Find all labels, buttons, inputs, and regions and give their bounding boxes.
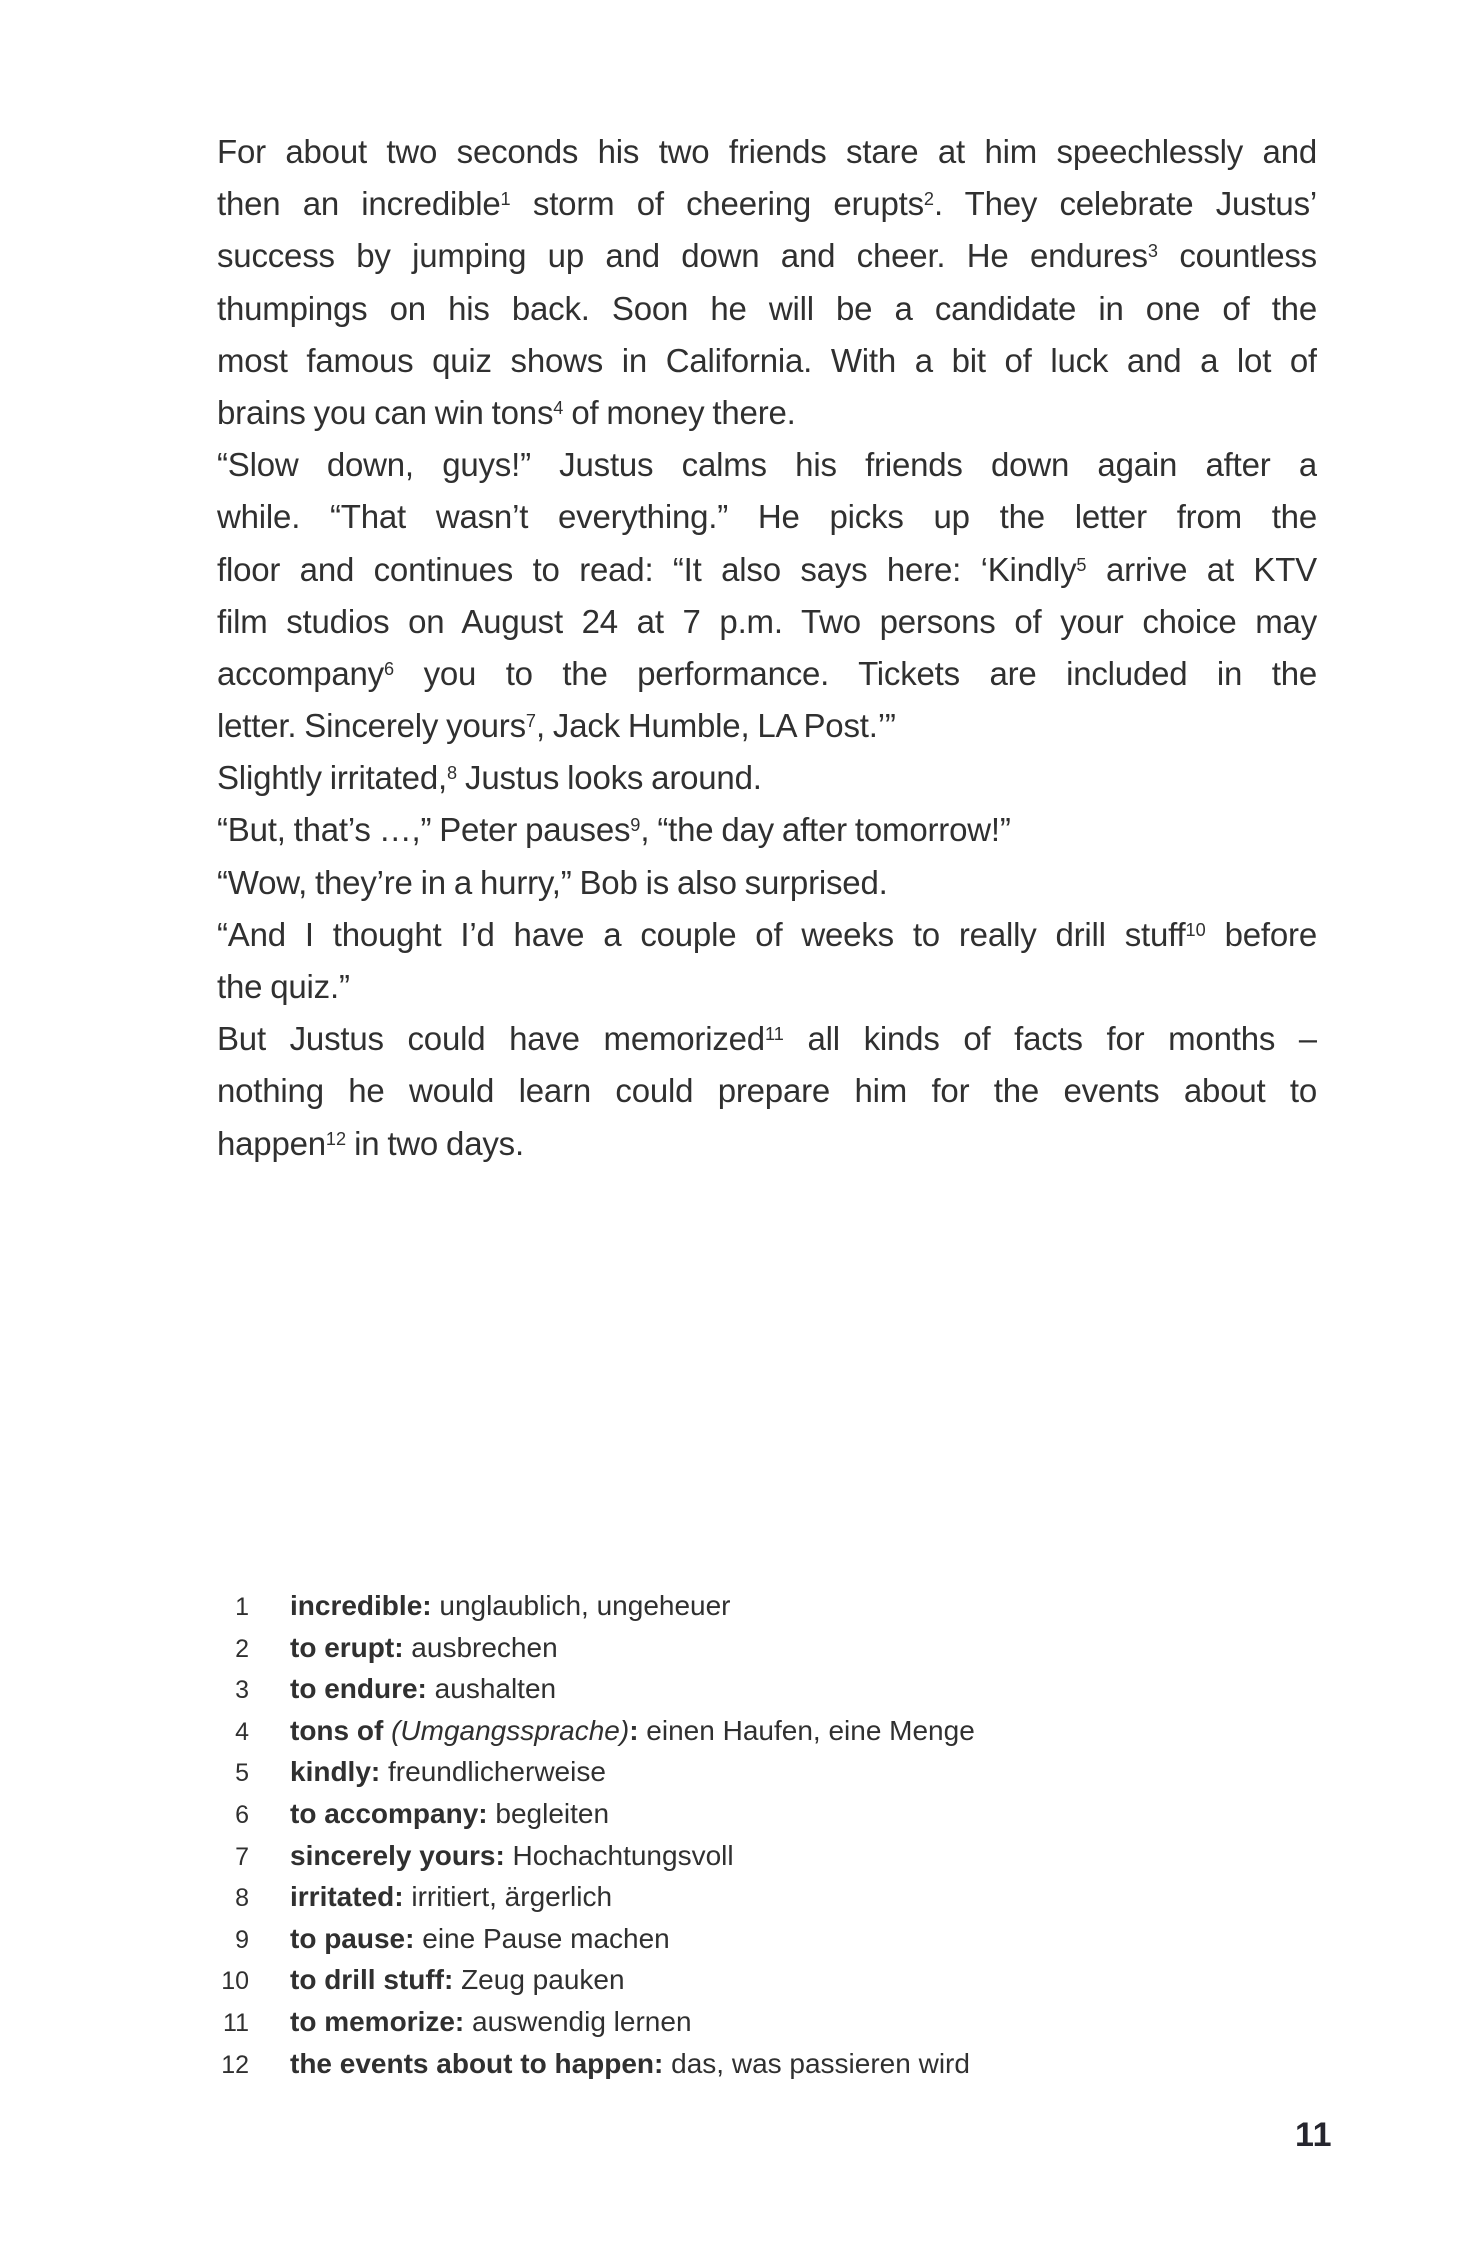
footnote-term: to memorize: — [290, 2005, 465, 2037]
story-line: “Slow down, guys!” Justus calms his friends down again after a — [217, 446, 1317, 484]
footnote-number: 4 — [235, 1717, 249, 1746]
footnote-item — [217, 1876, 1357, 1918]
footnote-number: 6 — [235, 1800, 249, 1829]
footnote-ref: 9 — [630, 815, 641, 836]
story-line: letter. Sincerely yours$^7$, Jack Humble, LA Post.’” — [217, 707, 896, 745]
footnote-number: 3 — [235, 1676, 249, 1705]
footnote-definition: das, was passieren wird — [663, 2047, 970, 2079]
footnote-text — [290, 1710, 975, 1752]
footnote-definition: ausbrechen — [403, 1631, 558, 1663]
footnote-ref: 11 — [764, 1024, 784, 1045]
footnote-item — [217, 1918, 1357, 1960]
footnote-number: 8 — [235, 1884, 249, 1913]
footnote-item — [217, 1585, 1357, 1627]
footnote-ref: 12 — [325, 1128, 347, 1149]
footnote-term: tons of — [290, 1714, 392, 1746]
footnote-ref: 4 — [553, 397, 564, 418]
story-line: brains you can win tons$^4$ of money there. — [217, 393, 796, 431]
footnote-item — [217, 2001, 1357, 2043]
footnote-number: 7 — [235, 1842, 249, 1871]
footnote-term: the events about to happen: — [290, 2047, 664, 2079]
footnote-text — [290, 2043, 970, 2085]
footnote-text — [290, 1959, 625, 2001]
footnote-ref: 3 — [1147, 241, 1158, 262]
footnote-item — [217, 1710, 1357, 1752]
footnote-definition: irritiert, ärgerlich — [403, 1881, 613, 1913]
footnote-ref: 1 — [500, 189, 511, 210]
footnote-number: 10 — [221, 1967, 249, 1996]
footnote-definition: eine Pause machen — [414, 1922, 670, 1954]
footnote-text — [290, 2001, 692, 2043]
footnote-term: to drill stuff: — [290, 1964, 454, 1996]
story-line: “But, that’s …,” Peter pauses$^9$, “the day after tomorrow!” — [217, 811, 1011, 849]
footnote-text — [290, 1918, 670, 1960]
footnote-term: to accompany: — [290, 1797, 488, 1829]
footnote-item — [217, 1835, 1357, 1877]
footnote-ref: 8 — [446, 763, 458, 784]
footnote-text — [290, 1793, 609, 1835]
footnote-item — [217, 1627, 1357, 1669]
footnote-definition: Hochachtungsvoll — [504, 1839, 734, 1871]
footnote-ref: 2 — [923, 189, 934, 210]
footnote-term: sincerely yours: — [290, 1839, 505, 1871]
footnote-definition: begleiten — [487, 1797, 610, 1829]
footnote-number: 5 — [235, 1759, 249, 1788]
footnote-ref: 5 — [1076, 554, 1087, 575]
footnote-definition: auswendig lernen — [464, 2005, 692, 2037]
footnote-number: 12 — [221, 2050, 249, 2079]
story-line: success by jumping up and down and cheer. He endures$^3$ countless — [217, 237, 1317, 275]
story-text — [217, 126, 1317, 1170]
story-line: thumpings on his back. Soon he will be a candidate in one of the — [217, 289, 1317, 327]
story-line: Slightly irritated,$^8$ Justus looks around. — [217, 759, 762, 797]
footnote-number: 1 — [235, 1593, 249, 1621]
footnote-text — [290, 1585, 731, 1627]
story-line: “And I thought I’d have a couple of weeks to really drill stuff$^{10}$ before — [217, 915, 1317, 953]
story-line: the quiz.” — [217, 968, 350, 1005]
footnote-definition: freundlicherweise — [380, 1756, 606, 1788]
story-line: then an incredible$^1$ storm of cheering erupts$^2$. They celebrate Justus’ — [217, 185, 1317, 223]
story-line: But Justus could have memorized$^{11}$ all kinds of facts for months – — [217, 1020, 1317, 1058]
footnote-definition: einen Haufen, eine Menge — [638, 1714, 975, 1746]
story-line: nothing he would learn could prepare him for the events about to — [217, 1072, 1317, 1110]
story-line: while. “That wasn’t everything.” He picks up the letter from the — [217, 498, 1317, 536]
footnote-colon: : — [629, 1714, 639, 1746]
footnote-term: to pause: — [290, 1922, 415, 1954]
story-line: happen$^{12}$ in two days. — [217, 1124, 524, 1162]
footnote-ref: 6 — [383, 658, 395, 679]
footnote-text — [290, 1627, 558, 1669]
footnote-definition: Zeug pauken — [453, 1964, 625, 1996]
footnote-number: 11 — [223, 2008, 249, 2037]
footnote-item — [217, 1751, 1357, 1793]
footnote-text — [290, 1751, 606, 1793]
story-line: “Wow, they’re in a hurry,” Bob is also surprised. — [217, 863, 888, 901]
story-line: most famous quiz shows in California. With a bit of luck and a lot of — [217, 341, 1317, 379]
footnote-term: irritated: — [290, 1881, 404, 1913]
story-line: film studios on August 24 at 7 p.m. Two persons of your choice may — [217, 602, 1317, 640]
footnote-ref: 10 — [1185, 919, 1206, 940]
footnote-item — [217, 2043, 1357, 2085]
footnote-item — [217, 1668, 1357, 1710]
footnote-item — [217, 1793, 1357, 1835]
footnotes-list — [217, 1585, 1357, 2084]
footnote-item — [217, 1959, 1357, 2001]
footnote-ref: 7 — [525, 711, 536, 732]
footnote-term: incredible: — [290, 1590, 432, 1621]
story-line: floor and continues to read: “It also says here: ‘Kindly$^5$ arrive at KTV — [217, 550, 1317, 588]
footnote-number: 2 — [235, 1634, 249, 1663]
page-number: 11 — [1295, 2116, 1332, 2154]
story-line: For about two seconds his two friends stare at him speechlessly and — [217, 133, 1317, 170]
footnote-text — [290, 1835, 734, 1877]
footnote-term: kindly: — [290, 1756, 381, 1788]
footnote-text — [290, 1876, 612, 1918]
footnote-term: to endure: — [290, 1673, 427, 1705]
footnote-term: to erupt: — [290, 1631, 404, 1663]
footnote-number: 9 — [235, 1925, 249, 1954]
story-line: accompany$^6$ you to the performance. Tickets are included in the — [217, 654, 1317, 692]
footnote-text — [290, 1668, 556, 1710]
footnote-definition: aushalten — [426, 1673, 557, 1705]
footnote-definition: unglaublich, ungeheuer — [431, 1590, 731, 1621]
footnote-register-note: (Umgangssprache) — [391, 1714, 630, 1746]
